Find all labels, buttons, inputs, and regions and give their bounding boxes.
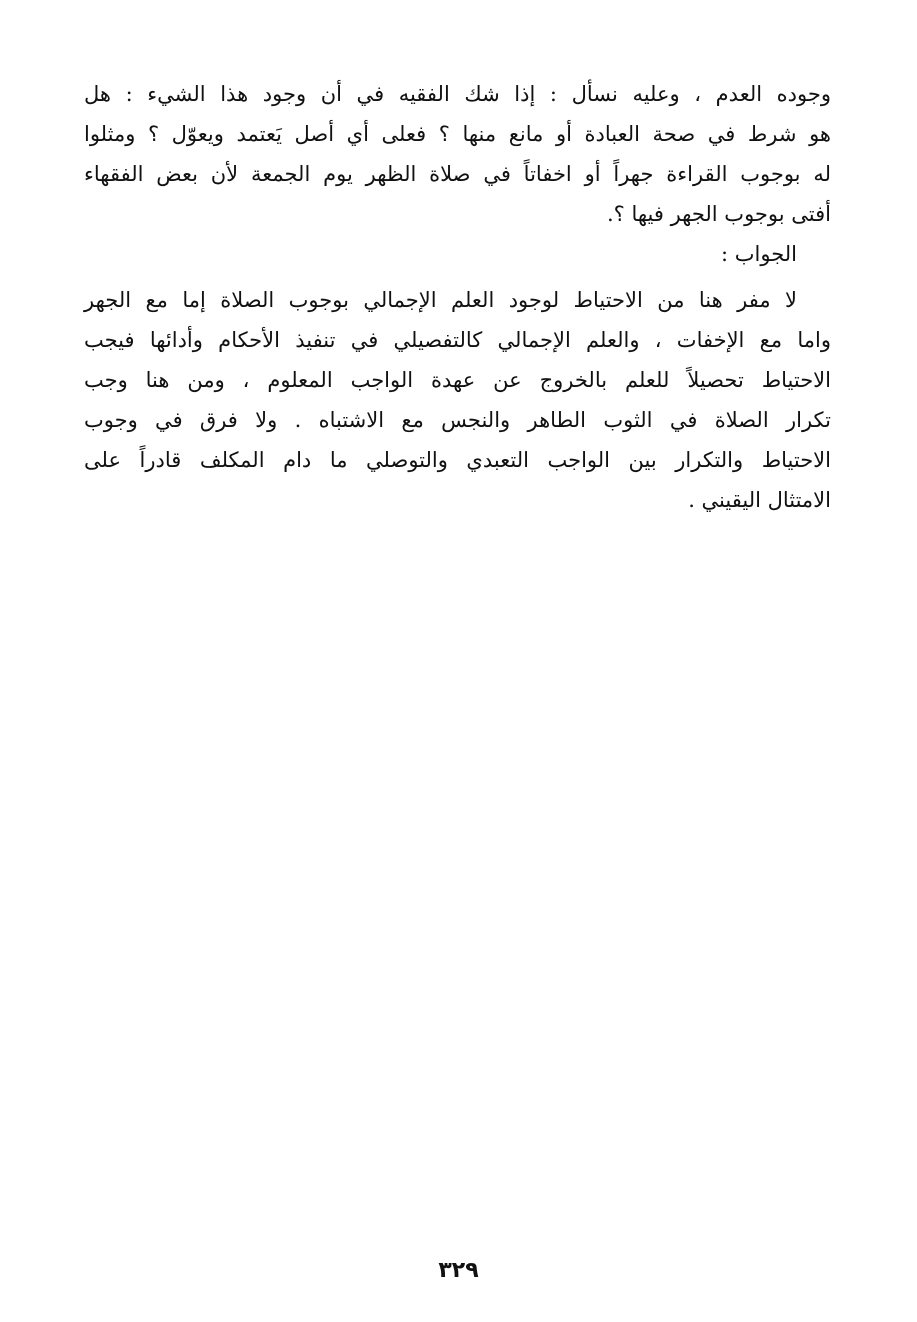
text-line: هو شرط في صحة العبادة أو مانع منها ؟ فعلى أي أصل يَعتمد ويعوّل ؟ ومثلوا	[84, 122, 831, 146]
text-line: الاحتياط تحصيلاً للعلم بالخروج عن عهدة الواجب المعلوم ، ومن هنا وجب	[84, 368, 831, 392]
page-number: ٣٢٩	[438, 1258, 479, 1283]
question-paragraph	[84, 74, 831, 234]
body-text	[84, 74, 831, 520]
answer-heading: الجواب :	[721, 242, 797, 266]
paragraph-spacer	[84, 272, 831, 280]
answer-paragraph	[84, 280, 831, 520]
text-line: له بوجوب القراءة جهراً أو اخفاتاً في صلاة الظهر يوم الجمعة لأن بعض الفقهاء	[84, 162, 831, 186]
text-line: لا مفر هنا من الاحتياط لوجود العلم الإجمالي بوجوب الصلاة إما مع الجهر	[84, 288, 797, 312]
text-line: واما مع الإخفات ، والعلم الإجمالي كالتفصيلي في تنفيذ الأحكام وأدائها فيجب	[84, 328, 831, 352]
text-line: أفتى بوجوب الجهر فيها ؟.	[606, 202, 831, 226]
text-line: تكرار الصلاة في الثوب الطاهر والنجس مع الاشتباه . ولا فرق في وجوب	[84, 408, 831, 432]
text-line: وجوده العدم ، وعليه نسأل : إذا شك الفقيه في أن وجود هذا الشيء : هل	[84, 82, 831, 106]
text-line: الامتثال اليقيني .	[688, 488, 831, 512]
text-line: الاحتياط والتكرار بين الواجب التعبدي والتوصلي ما دام المكلف قادراً على	[84, 448, 831, 472]
